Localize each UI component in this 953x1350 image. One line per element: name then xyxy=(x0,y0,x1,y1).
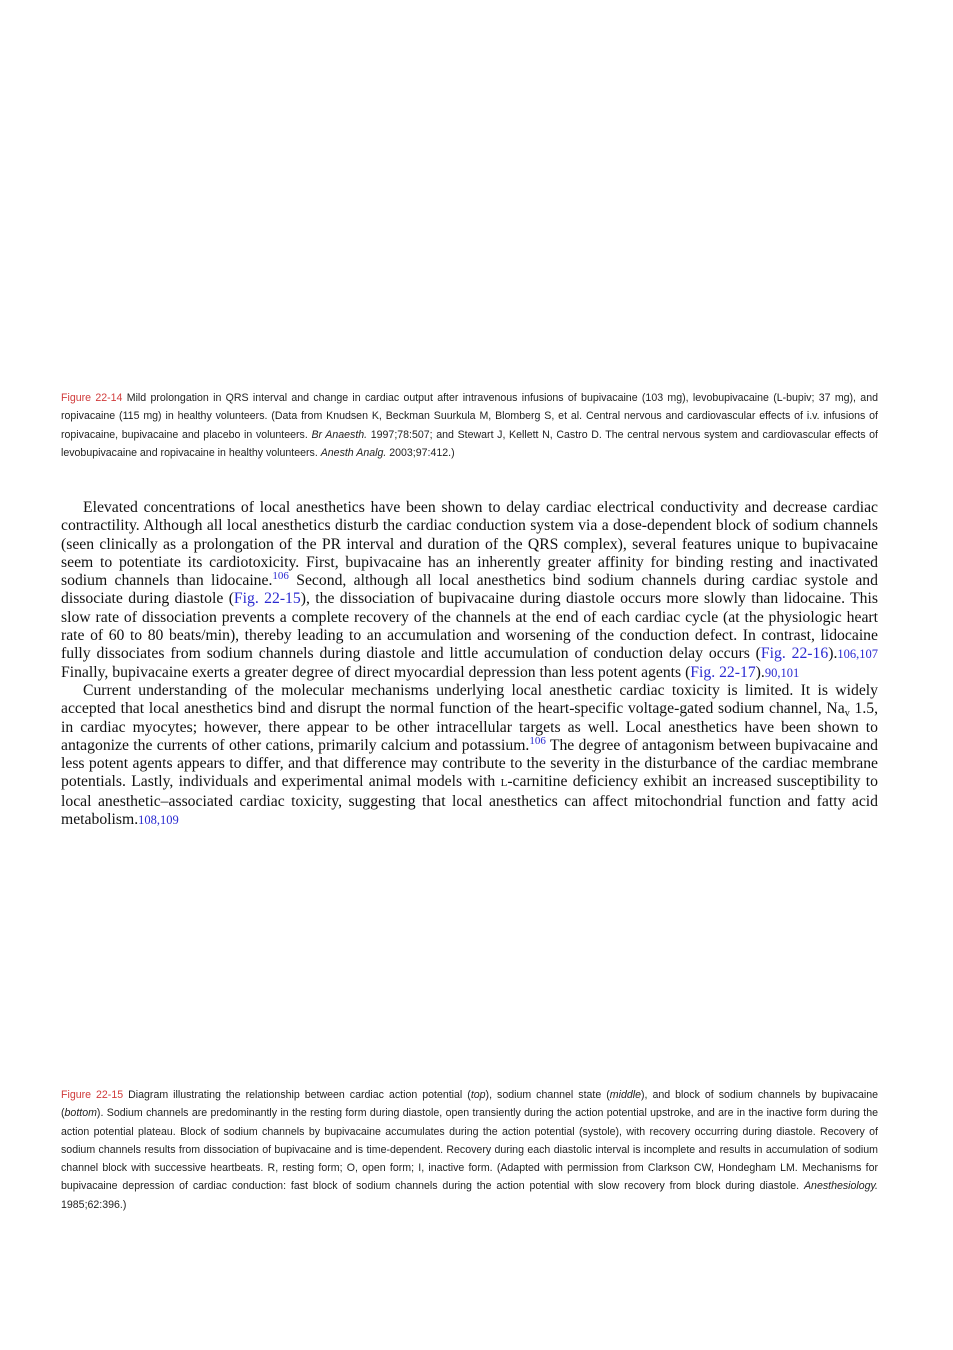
figure-22-15-caption xyxy=(61,1086,878,1214)
paragraph xyxy=(61,682,878,829)
figure-link[interactable]: Fig. 22-16 xyxy=(760,645,829,663)
paragraph-text: 1.5, in cardiac myocytes; however, there appear to be other intracellular targets as well. Local anesthetics have been shown to antagonize the currents of other cations, primarily calcium and potassium. xyxy=(61,700,879,754)
paragraph-text: ). xyxy=(828,645,838,663)
paragraph xyxy=(61,499,878,682)
journal-title: Br Anaesth. xyxy=(311,428,368,441)
caption-text: 2003;97:412.) xyxy=(386,446,455,459)
figure-link[interactable]: Fig. 22-17 xyxy=(690,663,756,681)
paragraph-text: -carnitine deficiency exhibit an increased susceptibility to local anesthetic–associated cardiac toxicity, suggesting that local anesthetics can affect mitochondrial function and fatty acid metabolism. xyxy=(61,773,878,829)
italic-term: top xyxy=(470,1089,486,1101)
figure-22-14-caption xyxy=(61,389,878,462)
paragraph-text: ). xyxy=(755,663,765,681)
small-caps-letter: L xyxy=(500,777,508,790)
subscript: v xyxy=(844,708,850,720)
paragraph-text: ), the dissociation of bupivacaine during diastole occurs more slowly than lidocaine. This slow rate of dissociation prevents a complete recovery of the channels at the end of each cardiac cycle (at the physiologic heart rate of 60 to 80 beats/min), thereby leading to an accumulation and worsening of the conduction defect. In contrast, lidocaine fully dissociates from sodium channels during diastole and little accumulation of conduction delay occurs ( xyxy=(61,590,878,663)
italic-term: bottom xyxy=(64,1107,97,1120)
caption-text: Diagram illustrating the relationship between cardiac action potential ( xyxy=(123,1089,471,1101)
caption-text: ), sodium channel state ( xyxy=(485,1089,610,1101)
reference-citation[interactable]: 90,101 xyxy=(764,665,800,680)
journal-title: Anesthesiology. xyxy=(803,1180,878,1193)
figure-label: Figure 22-14 xyxy=(61,392,123,404)
caption-text: Mild prolongation in QRS interval and change in cardiac output after intravenous infusions of bupivacaine (103 mg), levobupivacaine (L-bupiv; 37 mg), and ropivacaine (115 mg) in healthy volunteers. (Data from Knudsen K, Beckman Suurkula M, Blomberg S, et al. Central nervous and cardiovascular effects of i.v. infusions of ropivacaine, bupivacaine and placebo in volunteers. xyxy=(61,392,878,441)
figure-label: Figure 22-15 xyxy=(61,1089,124,1101)
body-text xyxy=(61,499,878,829)
paragraph-text: Second, although all local anesthetics bind sodium channels during cardiac systole and dissociate during diastole ( xyxy=(61,572,878,608)
paragraph-text: The degree of antagonism between bupivacaine and less potent agents appears to differ, and that difference may contribute to the severity in the disturbance of the cardiac membrane potentials. Lastly, individuals and experimental animal models with xyxy=(61,736,879,791)
reference-citation[interactable]: 108,109 xyxy=(138,813,179,828)
italic-term: middle xyxy=(609,1089,641,1101)
reference-superscript[interactable]: 106 xyxy=(529,734,546,747)
caption-text: 1985;62:396.) xyxy=(61,1198,127,1211)
figure-link[interactable]: Fig. 22-15 xyxy=(233,590,301,608)
paragraph-text: Current understanding of the molecular mechanisms underlying local anesthetic cardiac toxicity is limited. It is widely accepted that local anesthetics bind and disrupt the normal function of the heart-specific voltage-gated sodium channel, Na xyxy=(61,681,878,718)
paragraph-text: Elevated concentrations of local anesthetics have been shown to delay cardiac electrical conductivity and decrease cardiac contractility. Although all local anesthetics disturb the cardiac conduction system via a dose-dependent block of sodium channels (seen clinically as a prolongation of the PR interval and duration of the QRS complex), several features unique to bupivacaine seem to potentiate its cardiotoxicity. First, bupivacaine has an inherently greater affinity for binding resting and inactivated sodium channels than lidocaine. xyxy=(61,499,878,590)
caption-text: 1997;78:507; and Stewart J, Kellett N, Castro D. The central nervous system and cardiovascular effects of levobupivacaine and ropivacaine in healthy volunteers. xyxy=(61,428,878,459)
paragraph-text: Finally, bupivacaine exerts a greater degree of direct myocardial depression than less potent agents ( xyxy=(61,663,691,681)
caption-text: ). Sodium channels are predominantly in the resting form during diastole, open transiently during the action potential upstroke, and are in the inactive form during the action potential plateau. Block of sodium channels by bupivacaine accumulates during the action potential (systole), with recovery occurring during diastole. Recovery of sodium channels results from dissociation of bupivacaine and is time-dependent. Recovery during each diastolic interval is incomplete and results in accumulation of sodium channel block with successive heartbeats. R, resting form; O, open form; I, inactive form. (Adapted with permission from Clarkson CW, Hondegham LM. Mechanisms for bupivacaine depression of cardiac conduction: fast block of sodium channels during the action potential with slow recovery from block during diastole. xyxy=(61,1107,878,1193)
reference-superscript[interactable]: 106 xyxy=(272,570,289,583)
reference-citation[interactable]: 106,107 xyxy=(837,647,878,662)
journal-title: Anesth Analg. xyxy=(320,446,387,459)
caption-text: ), and block of sodium channels by bupivacaine ( xyxy=(61,1089,878,1120)
